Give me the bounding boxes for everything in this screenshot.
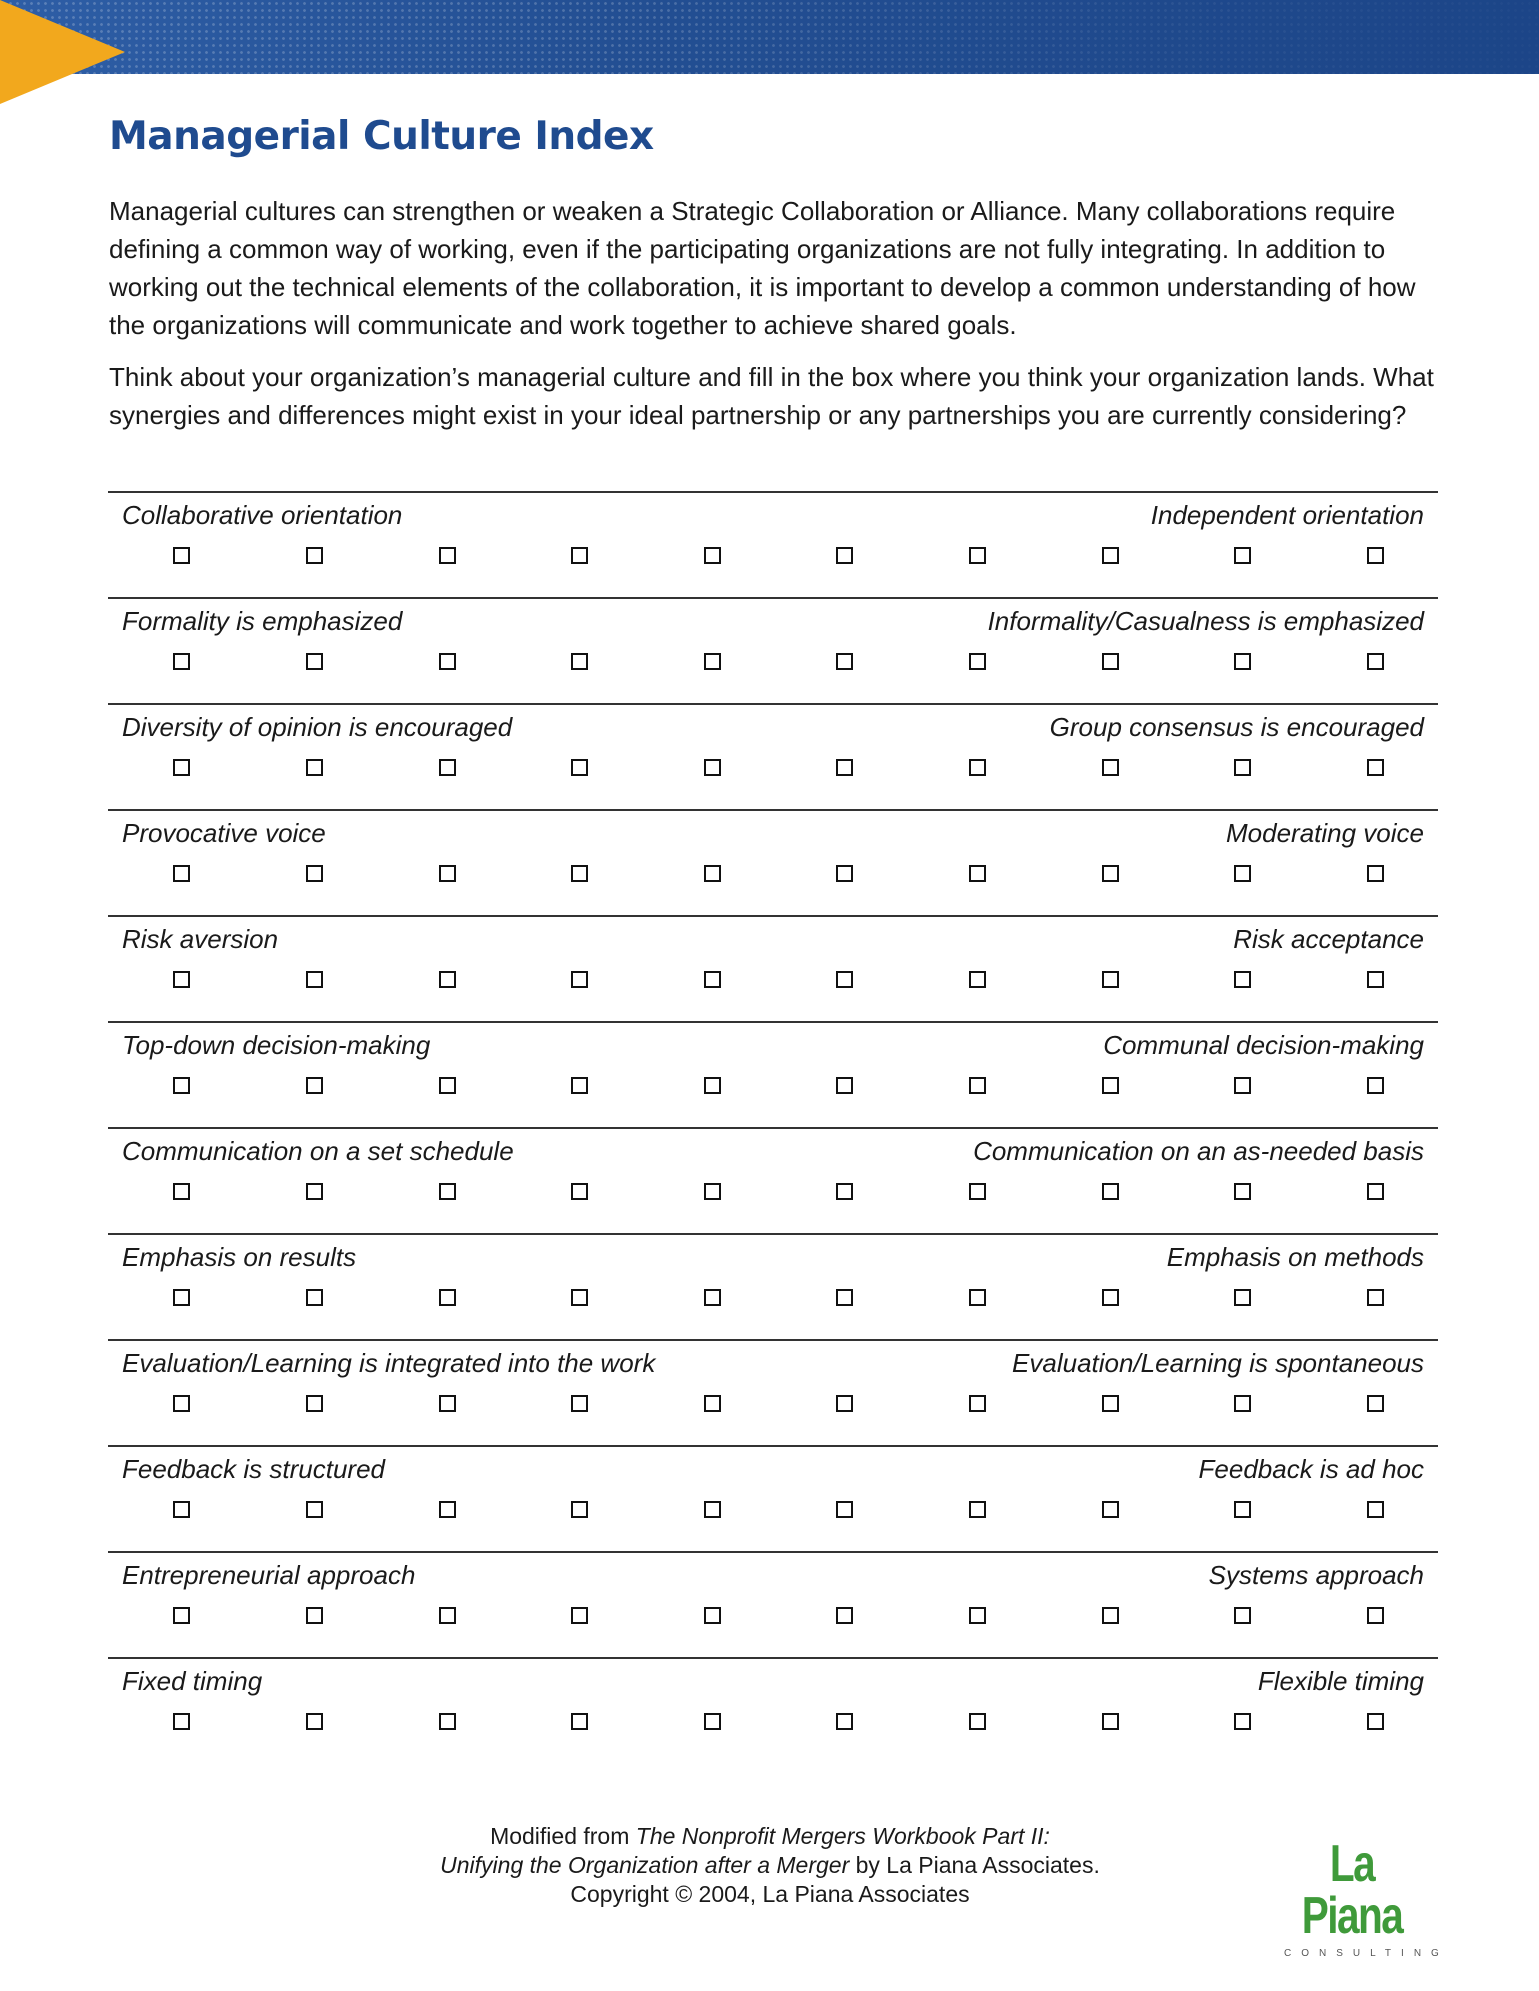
scale-checkbox-10[interactable] [1367,1183,1384,1200]
footer-credit [330,1822,1210,1909]
scale-checkbox-7[interactable] [969,1289,986,1306]
scale-checkbox-8[interactable] [1102,1077,1119,1094]
scale-checkbox-group [108,1289,1438,1309]
scale-checkbox-8[interactable] [1102,1607,1119,1624]
scale-checkbox-3[interactable] [439,1395,456,1412]
scale-checkbox-3[interactable] [439,1501,456,1518]
scale-checkbox-5[interactable] [704,865,721,882]
scale-checkbox-10[interactable] [1367,971,1384,988]
scale-checkbox-1[interactable] [173,1607,190,1624]
scale-checkbox-4[interactable] [571,1077,588,1094]
scale-checkbox-3[interactable] [439,759,456,776]
scale-checkbox-10[interactable] [1367,1395,1384,1412]
scale-checkbox-7[interactable] [969,1607,986,1624]
scale-checkbox-3[interactable] [439,547,456,564]
scale-left-label: Feedback is structured [122,1454,386,1484]
scale-checkbox-group [108,759,1438,779]
scale-checkbox-4[interactable] [571,1395,588,1412]
footer-line-1-prefix: Modified from [490,1823,636,1849]
scale-checkbox-8[interactable] [1102,1713,1119,1730]
scale-checkbox-2[interactable] [306,1289,323,1306]
scale-checkbox-8[interactable] [1102,1501,1119,1518]
scale-checkbox-4[interactable] [571,547,588,564]
scale-checkbox-1[interactable] [173,1713,190,1730]
scale-checkbox-2[interactable] [306,1607,323,1624]
scale-checkbox-5[interactable] [704,1077,721,1094]
scale-checkbox-group [108,971,1438,991]
scale-checkbox-1[interactable] [173,547,190,564]
scale-row [108,1127,1438,1233]
scale-checkbox-6[interactable] [836,865,853,882]
scale-checkbox-10[interactable] [1367,1289,1384,1306]
scale-row [108,1021,1438,1127]
scale-right-label: Moderating voice [1226,818,1424,848]
scale-left-label: Evaluation/Learning is integrated into the work [122,1348,656,1378]
footer-book-subtitle: Unifying the Organization after a Merger [440,1852,850,1878]
intro-text [109,192,1439,448]
scale-checkbox-2[interactable] [306,547,323,564]
scale-checkbox-2[interactable] [306,759,323,776]
scale-left-label: Diversity of opinion is encouraged [122,712,513,742]
scale-row [108,597,1438,703]
intro-paragraph-1: Managerial cultures can strengthen or weaken a Strategic Collaboration or Alliance. Many collaborations require defining a common way of working, even if the participating organizations are not fully integrating. In addition to working out the technical elements of the collaboration, it is important to develop a common understanding of how the organizations will communicate and work together to achieve shared goals. [109,196,1416,340]
scale-checkbox-9[interactable] [1234,1607,1251,1624]
scale-left-label: Collaborative orientation [122,500,403,530]
scale-checkbox-group [108,865,1438,885]
scale-checkbox-group [108,1395,1438,1415]
scale-row [108,809,1438,915]
scale-checkbox-7[interactable] [969,971,986,988]
footer-copyright: Copyright © 2004, La Piana Associates [570,1881,970,1907]
scale-checkbox-9[interactable] [1234,1501,1251,1518]
scale-checkbox-group [108,1607,1438,1627]
scale-left-label: Entrepreneurial approach [122,1560,416,1590]
scale-checkbox-6[interactable] [836,1289,853,1306]
scale-checkbox-8[interactable] [1102,1289,1119,1306]
scale-checkbox-1[interactable] [173,1501,190,1518]
scale-checkbox-group [108,1501,1438,1521]
scale-checkbox-4[interactable] [571,1607,588,1624]
scale-checkbox-1[interactable] [173,1077,190,1094]
scale-checkbox-3[interactable] [439,1607,456,1624]
scale-checkbox-9[interactable] [1234,547,1251,564]
scale-checkbox-1[interactable] [173,865,190,882]
scale-checkbox-4[interactable] [571,1501,588,1518]
scale-checkbox-10[interactable] [1367,1501,1384,1518]
scale-checkbox-1[interactable] [173,653,190,670]
scale-checkbox-5[interactable] [704,1501,721,1518]
scale-left-label: Communication on a set schedule [122,1136,514,1166]
scale-checkbox-9[interactable] [1234,865,1251,882]
scale-checkbox-5[interactable] [704,1289,721,1306]
banner-pattern [0,0,1539,74]
scale-checkbox-8[interactable] [1102,971,1119,988]
scale-row [108,915,1438,1021]
scale-right-label: Systems approach [1208,1560,1424,1590]
scale-checkbox-9[interactable] [1234,759,1251,776]
scale-checkbox-group [108,1713,1438,1733]
scale-checkbox-9[interactable] [1234,1077,1251,1094]
scale-checkbox-2[interactable] [306,1395,323,1412]
scale-left-label: Emphasis on results [122,1242,357,1272]
scale-checkbox-10[interactable] [1367,653,1384,670]
logo-name: La Piana [1301,1835,1403,1945]
scale-checkbox-2[interactable] [306,1183,323,1200]
scale-row [108,1339,1438,1445]
scale-checkbox-9[interactable] [1234,1289,1251,1306]
page-title: Managerial Culture Index [109,114,654,159]
scale-checkbox-3[interactable] [439,971,456,988]
scale-checkbox-group [108,547,1438,567]
scale-checkbox-9[interactable] [1234,653,1251,670]
scale-checkbox-9[interactable] [1234,1713,1251,1730]
scale-checkbox-3[interactable] [439,865,456,882]
scale-checkbox-6[interactable] [836,1077,853,1094]
scale-left-label: Risk aversion [122,924,279,954]
scale-checkbox-10[interactable] [1367,1713,1384,1730]
scale-checkbox-4[interactable] [571,971,588,988]
scale-checkbox-7[interactable] [969,1077,986,1094]
header-banner [0,0,1539,74]
scale-checkbox-group [108,1077,1438,1097]
scale-checkbox-6[interactable] [836,971,853,988]
scale-left-label: Provocative voice [122,818,326,848]
scale-checkbox-7[interactable] [969,653,986,670]
scale-row [108,703,1438,809]
scale-checkbox-8[interactable] [1102,865,1119,882]
scale-checkbox-2[interactable] [306,1713,323,1730]
scale-checkbox-3[interactable] [439,1077,456,1094]
scale-right-label: Evaluation/Learning is spontaneous [1012,1348,1424,1378]
scale-right-label: Independent orientation [1150,500,1424,530]
scale-right-label: Group consensus is encouraged [1049,712,1424,742]
scale-right-label: Communal decision-making [1103,1030,1424,1060]
scale-right-label: Emphasis on methods [1166,1242,1424,1272]
scale-row [108,1657,1438,1763]
scale-row [108,491,1438,597]
scale-checkbox-4[interactable] [571,653,588,670]
scale-checkbox-7[interactable] [969,865,986,882]
scale-checkbox-2[interactable] [306,971,323,988]
orange-triangle-icon [0,0,125,104]
scale-left-label: Formality is emphasized [122,606,403,636]
scale-checkbox-1[interactable] [173,1395,190,1412]
scale-checkbox-5[interactable] [704,547,721,564]
scale-checkbox-2[interactable] [306,865,323,882]
scale-checkbox-8[interactable] [1102,653,1119,670]
scale-checkbox-3[interactable] [439,1183,456,1200]
scale-right-label: Risk acceptance [1233,924,1424,954]
footer-book-title: The Nonprofit Mergers Workbook Part II: [635,1823,1050,1849]
scale-checkbox-7[interactable] [969,1713,986,1730]
scale-checkbox-5[interactable] [704,1713,721,1730]
scale-checkbox-8[interactable] [1102,547,1119,564]
scale-checkbox-6[interactable] [836,1501,853,1518]
scale-right-label: Flexible timing [1257,1666,1424,1696]
scale-row [108,1233,1438,1339]
scale-checkbox-5[interactable] [704,1183,721,1200]
scale-checkbox-1[interactable] [173,1183,190,1200]
scale-row [108,1551,1438,1657]
scale-checkbox-4[interactable] [571,865,588,882]
scale-checkbox-10[interactable] [1367,547,1384,564]
scale-left-label: Top-down decision-making [122,1030,431,1060]
scale-checkbox-6[interactable] [836,759,853,776]
scale-checkbox-8[interactable] [1102,759,1119,776]
scale-checkbox-7[interactable] [969,759,986,776]
scale-checkbox-5[interactable] [704,1607,721,1624]
scale-checkbox-10[interactable] [1367,1077,1384,1094]
scale-checkbox-1[interactable] [173,759,190,776]
scale-checkbox-2[interactable] [306,1077,323,1094]
scale-right-label: Feedback is ad hoc [1198,1454,1424,1484]
scale-checkbox-6[interactable] [836,1607,853,1624]
scale-row [108,1445,1438,1551]
scale-checkbox-9[interactable] [1234,1395,1251,1412]
scale-right-label: Informality/Casualness is emphasized [987,606,1424,636]
footer-line-1 [330,1822,1210,1851]
scale-checkbox-2[interactable] [306,1501,323,1518]
scale-checkbox-4[interactable] [571,1713,588,1730]
scale-checkbox-8[interactable] [1102,1395,1119,1412]
scale-checkbox-5[interactable] [704,653,721,670]
scale-checkbox-7[interactable] [969,547,986,564]
scale-checkbox-3[interactable] [439,1713,456,1730]
scale-checkbox-6[interactable] [836,547,853,564]
scale-checkbox-10[interactable] [1367,1607,1384,1624]
footer-line-2-suffix: by La Piana Associates. [849,1852,1100,1878]
scale-checkbox-1[interactable] [173,971,190,988]
scale-checkbox-10[interactable] [1367,759,1384,776]
scale-checkbox-4[interactable] [571,759,588,776]
scale-checkbox-group [108,1183,1438,1203]
scale-checkbox-7[interactable] [969,1183,986,1200]
scale-checkbox-10[interactable] [1367,865,1384,882]
scale-right-label: Communication on an as-needed basis [973,1136,1424,1166]
la-piana-logo [1276,1835,1449,1959]
scale-checkbox-group [108,653,1438,673]
scale-checkbox-3[interactable] [439,1289,456,1306]
culture-scale-table [108,491,1438,1763]
scale-checkbox-3[interactable] [439,653,456,670]
intro-paragraph-2: Think about your organization’s managerial culture and fill in the box where you think your organization lands. What synergies and differences might exist in your ideal partnership or any partnerships you are currently considering? [109,362,1434,430]
scale-checkbox-5[interactable] [704,759,721,776]
scale-checkbox-4[interactable] [571,1183,588,1200]
scale-checkbox-7[interactable] [969,1395,986,1412]
scale-checkbox-2[interactable] [306,653,323,670]
scale-checkbox-9[interactable] [1234,1183,1251,1200]
scale-checkbox-6[interactable] [836,653,853,670]
scale-checkbox-1[interactable] [173,1289,190,1306]
scale-checkbox-8[interactable] [1102,1183,1119,1200]
scale-left-label: Fixed timing [122,1666,263,1696]
scale-checkbox-6[interactable] [836,1183,853,1200]
scale-checkbox-6[interactable] [836,1395,853,1412]
logo-subtitle: CONSULTING [1284,1948,1449,1959]
scale-checkbox-6[interactable] [836,1713,853,1730]
scale-checkbox-9[interactable] [1234,971,1251,988]
scale-checkbox-7[interactable] [969,1501,986,1518]
scale-checkbox-5[interactable] [704,1395,721,1412]
scale-checkbox-4[interactable] [571,1289,588,1306]
scale-checkbox-5[interactable] [704,971,721,988]
footer-line-2 [330,1851,1210,1880]
